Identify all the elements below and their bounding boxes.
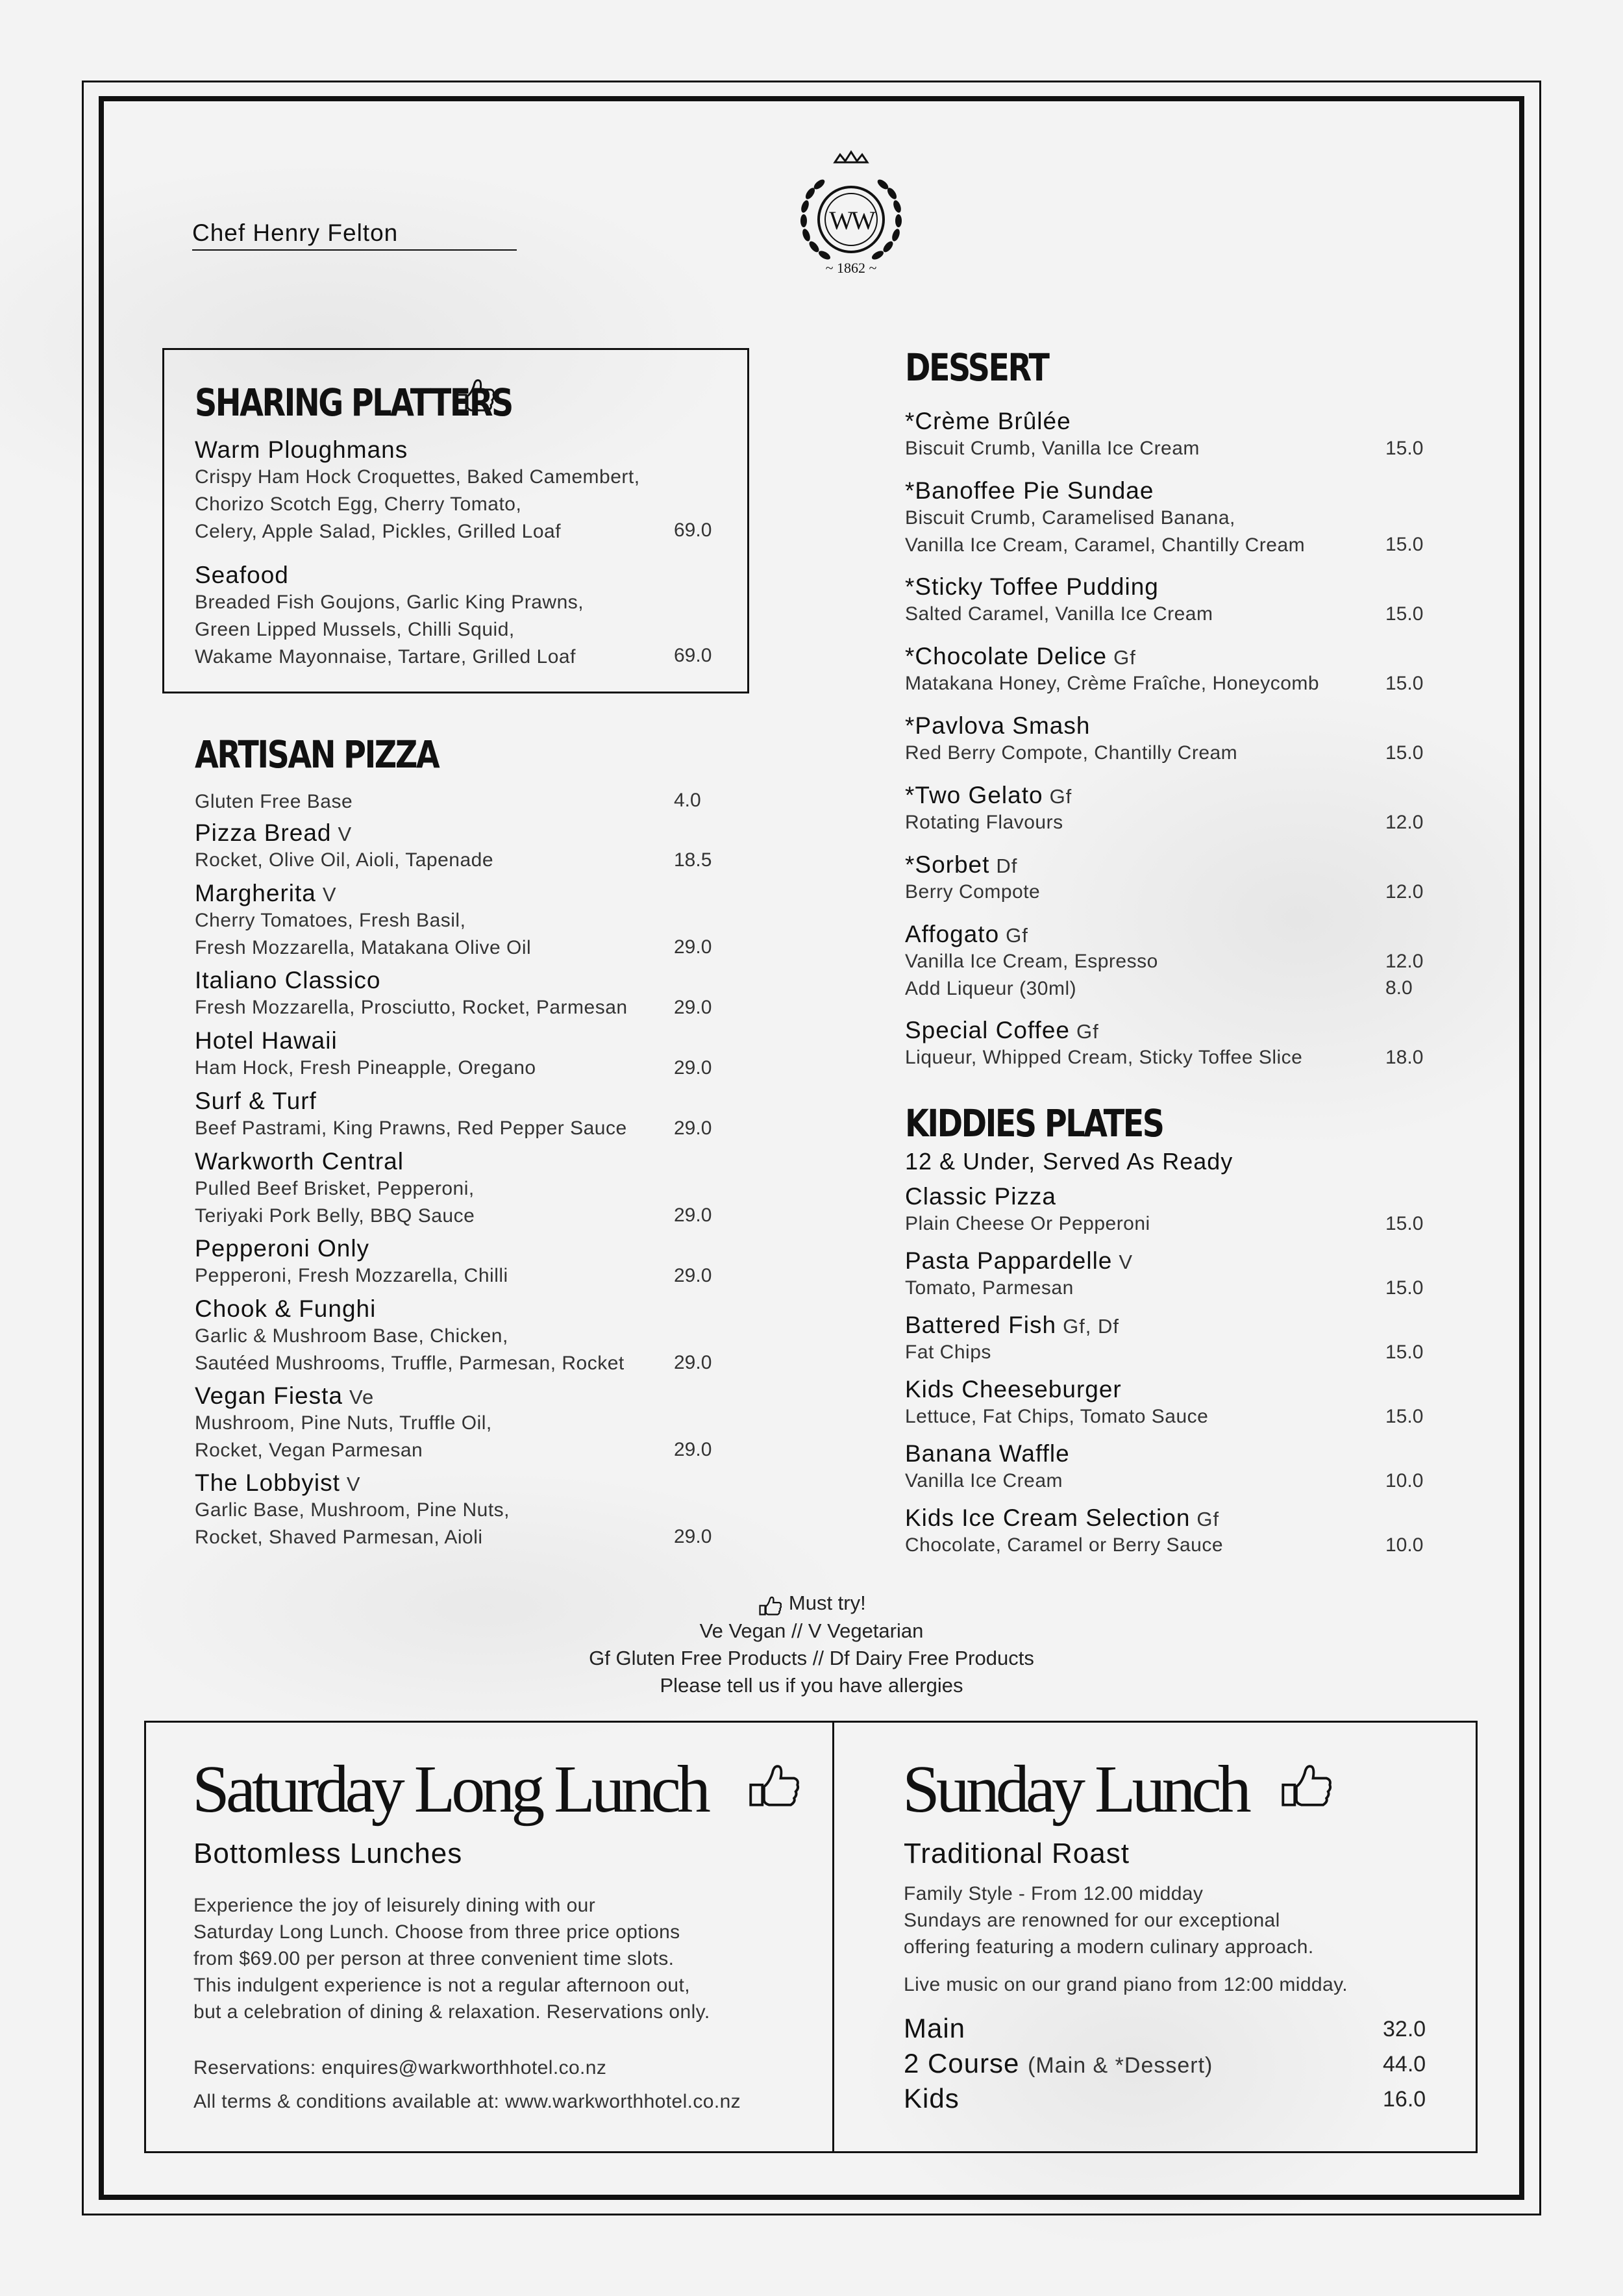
menu-item-name: The Lobbyist bbox=[195, 1469, 340, 1496]
menu-item-price: 15.0 bbox=[1385, 534, 1424, 555]
menu-item-name: Chook & Funghi bbox=[195, 1295, 377, 1322]
menu-item-description: Fresh Mozzarella, Matakana Olive Oil bbox=[195, 937, 532, 958]
thumbs-up-icon bbox=[744, 1753, 802, 1815]
menu-item-description: Biscuit Crumb, Caramelised Banana, bbox=[905, 507, 1235, 529]
dessert-heading: DESSERT bbox=[905, 345, 1048, 390]
menu-item-name-row bbox=[195, 436, 640, 464]
menu-item-name: Surf & Turf bbox=[195, 1088, 317, 1114]
menu-item-name: Pasta Pappardelle bbox=[905, 1247, 1113, 1274]
sunday-para-line: Family Style - From 12.00 midday bbox=[904, 1883, 1204, 1904]
menu-item bbox=[195, 819, 493, 874]
menu-item-name-row bbox=[905, 712, 1237, 740]
allergies-note: Please tell us if you have allergies bbox=[660, 1673, 963, 1697]
menu-item bbox=[195, 562, 584, 671]
sunday-main-price: 32.0 bbox=[1383, 2017, 1426, 2041]
menu-item-description: Pulled Beef Brisket, Pepperoni, bbox=[195, 1178, 475, 1199]
menu-item-name: *Sorbet bbox=[905, 851, 990, 878]
sunday-item-name: Main bbox=[904, 2013, 966, 2043]
menu-item-description: Teriyaki Pork Belly, BBQ Sauce bbox=[195, 1205, 475, 1227]
sunday-kids-price: 16.0 bbox=[1383, 2087, 1426, 2112]
dietary-tag: Gf bbox=[1049, 785, 1072, 808]
menu-item-description: Red Berry Compote, Chantilly Cream bbox=[905, 742, 1238, 764]
dietary-tag: Gf bbox=[1196, 1508, 1220, 1530]
menu-item bbox=[905, 712, 1237, 767]
menu-item-price-addon: 8.0 bbox=[1385, 977, 1413, 999]
menu-item-name-row bbox=[195, 880, 531, 907]
saturday-reservations[interactable]: Reservations: enquires@warkworthhotel.co.nz bbox=[193, 2057, 607, 2078]
menu-item bbox=[905, 921, 1158, 1003]
menu-item bbox=[195, 967, 628, 1021]
menu-item-name: Hotel Hawaii bbox=[195, 1027, 338, 1054]
menu-item-name-row bbox=[195, 1088, 627, 1115]
menu-item-name-row bbox=[195, 1469, 510, 1497]
menu-item-description: Ham Hock, Fresh Pineapple, Oregano bbox=[195, 1057, 536, 1079]
menu-item-name: Special Coffee bbox=[905, 1017, 1070, 1043]
menu-item-name-row bbox=[195, 562, 584, 589]
menu-item-description: Berry Compote bbox=[905, 881, 1041, 903]
menu-item-name-row bbox=[905, 573, 1213, 601]
menu-item bbox=[905, 1247, 1133, 1302]
menu-item-description: Chorizo Scotch Egg, Cherry Tomato, bbox=[195, 493, 522, 515]
menu-item bbox=[905, 782, 1072, 836]
menu-item-name: Margherita bbox=[195, 880, 316, 906]
saturday-title: Saturday Long Lunch bbox=[192, 1752, 707, 1827]
thumbs-up-icon bbox=[452, 370, 497, 416]
saturday-subtitle: Bottomless Lunches bbox=[193, 1838, 463, 1869]
menu-item-description: Biscuit Crumb, Vanilla Ice Cream bbox=[905, 438, 1200, 459]
sunday-two-course bbox=[904, 2048, 1213, 2079]
dietary-tag: V bbox=[1119, 1251, 1134, 1273]
menu-item-description: Celery, Apple Salad, Pickles, Grilled Loaf bbox=[195, 521, 562, 542]
menu-item-name-row bbox=[905, 782, 1072, 809]
menu-item-name-row bbox=[195, 1295, 625, 1323]
menu-item-description: Beef Pastrami, King Prawns, Red Pepper Sauce bbox=[195, 1117, 627, 1139]
kiddies-subtitle: 12 & Under, Served As Ready bbox=[905, 1148, 1233, 1175]
menu-item-description: Liqueur, Whipped Cream, Sticky Toffee Slice bbox=[905, 1047, 1303, 1068]
menu-item-name-row bbox=[905, 921, 1158, 948]
menu-item-name: *Chocolate Delice bbox=[905, 643, 1108, 669]
menu-item-name: Banana Waffle bbox=[905, 1440, 1070, 1467]
menu-item-description: Rotating Flavours bbox=[905, 812, 1063, 833]
menu-item-name: Battered Fish bbox=[905, 1312, 1057, 1338]
menu-item-name-row bbox=[905, 851, 1040, 879]
sharing-platters-heading: SHARING PLATTERS bbox=[195, 381, 512, 425]
menu-item bbox=[905, 1504, 1223, 1559]
menu-item bbox=[905, 408, 1200, 462]
menu-item-price: 10.0 bbox=[1385, 1534, 1424, 1556]
dietary-tag: Gf bbox=[1113, 646, 1136, 669]
saturday-para-line: Saturday Long Lunch. Choose from three price options bbox=[193, 1921, 680, 1943]
menu-item bbox=[905, 1017, 1302, 1071]
menu-item-price: 69.0 bbox=[674, 519, 712, 541]
menu-item-name: Italiano Classico bbox=[195, 967, 381, 993]
menu-item-description: Vanilla Ice Cream, Caramel, Chantilly Cream bbox=[905, 534, 1306, 556]
menu-item-price: 29.0 bbox=[674, 1439, 712, 1460]
menu-item-description: Vanilla Ice Cream, Espresso bbox=[905, 951, 1158, 972]
must-try-text: Must try! bbox=[788, 1591, 866, 1614]
sunday-main bbox=[904, 2013, 965, 2044]
menu-item-description: Rocket, Olive Oil, Aioli, Tapenade bbox=[195, 849, 494, 871]
menu-item-name: *Sticky Toffee Pudding bbox=[905, 573, 1159, 600]
dietary-tag: Ve bbox=[349, 1386, 375, 1408]
menu-item-description: Plain Cheese Or Pepperoni bbox=[905, 1213, 1150, 1234]
menu-item-name: Vegan Fiesta bbox=[195, 1382, 343, 1409]
menu-item bbox=[195, 1088, 627, 1142]
sunday-para-line: Sundays are renowned for our exceptional bbox=[904, 1910, 1280, 1931]
menu-item bbox=[195, 436, 640, 545]
saturday-para-line: This indulgent experience is not a regular afternoon out, bbox=[193, 1975, 690, 1996]
menu-item-name: *Two Gelato bbox=[905, 782, 1043, 808]
menu-item-name: Warm Ploughmans bbox=[195, 436, 408, 463]
menu-item-price: 29.0 bbox=[674, 1117, 712, 1139]
menu-item-name: Kids Cheeseburger bbox=[905, 1376, 1122, 1403]
gluten-legend: Gf Gluten Free Products // Df Dairy Free Products bbox=[589, 1646, 1034, 1669]
menu-item-price: 15.0 bbox=[1385, 1406, 1424, 1427]
menu-item-description: Fat Chips bbox=[905, 1341, 991, 1363]
menu-item bbox=[905, 643, 1319, 697]
menu-item bbox=[195, 1295, 625, 1377]
menu-item-name-row bbox=[905, 1017, 1302, 1044]
menu-item-price: 15.0 bbox=[1385, 1277, 1424, 1299]
menu-item bbox=[195, 1382, 492, 1464]
sunday-two-course-price: 44.0 bbox=[1383, 2052, 1426, 2077]
menu-item-description: Garlic & Mushroom Base, Chicken, bbox=[195, 1325, 508, 1347]
menu-item-price: 29.0 bbox=[674, 1057, 712, 1079]
saturday-para-line: from $69.00 per person at three convenient time slots. bbox=[193, 1948, 675, 1969]
menu-item bbox=[195, 1235, 508, 1290]
menu-item-name-row bbox=[195, 1235, 508, 1262]
must-try-line bbox=[0, 1590, 1623, 1617]
menu-item-name: Seafood bbox=[195, 562, 289, 588]
menu-item-name-row bbox=[195, 1148, 475, 1175]
saturday-para-line: but a celebration of dining & relaxation. Reservations only. bbox=[193, 2001, 710, 2023]
saturday-terms[interactable]: All terms & conditions available at: www.warkworthhotel.co.nz bbox=[193, 2091, 741, 2112]
dietary-tag: V bbox=[322, 883, 337, 906]
menu-item-description: Cherry Tomatoes, Fresh Basil, bbox=[195, 910, 466, 931]
logo-monogram: WW bbox=[829, 206, 873, 235]
menu-item-name-row bbox=[195, 1382, 492, 1410]
menu-item-price: 18.5 bbox=[674, 849, 712, 871]
menu-item-description: Garlic Base, Mushroom, Pine Nuts, bbox=[195, 1499, 510, 1521]
thumbs-up-icon bbox=[757, 1591, 783, 1617]
menu-item-description: Tomato, Parmesan bbox=[905, 1277, 1074, 1299]
menu-item-description: Green Lipped Mussels, Chilli Squid, bbox=[195, 619, 515, 640]
dietary-tag: Df bbox=[996, 855, 1018, 877]
menu-item-name: *Pavlova Smash bbox=[905, 712, 1091, 739]
sunday-item-name: 2 Course bbox=[904, 2048, 1020, 2078]
menu-item-description: Pepperoni, Fresh Mozzarella, Chilli bbox=[195, 1265, 508, 1286]
menu-item-name-row bbox=[905, 1183, 1150, 1210]
menu-item-name-row bbox=[905, 1247, 1133, 1275]
menu-item-name: Warkworth Central bbox=[195, 1148, 404, 1175]
menu-item-price: 15.0 bbox=[1385, 1213, 1424, 1234]
lunch-divider bbox=[832, 1721, 834, 2153]
menu-item-description: Lettuce, Fat Chips, Tomato Sauce bbox=[905, 1406, 1209, 1427]
menu-item-description: Sautéed Mushrooms, Truffle, Parmesan, Rocket bbox=[195, 1353, 625, 1374]
menu-item-description: Vanilla Ice Cream bbox=[905, 1470, 1063, 1491]
dietary-tag: Gf, Df bbox=[1063, 1315, 1120, 1338]
menu-item-name-row bbox=[195, 967, 628, 994]
dietary-tag: V bbox=[346, 1473, 361, 1495]
menu-item bbox=[905, 573, 1213, 628]
chef-name: Chef Henry Felton bbox=[192, 219, 517, 251]
dietary-tag: V bbox=[338, 823, 353, 845]
menu-item-description: Salted Caramel, Vanilla Ice Cream bbox=[905, 603, 1213, 625]
hotel-logo bbox=[770, 148, 932, 284]
menu-item bbox=[905, 1440, 1070, 1495]
menu-item-name-row bbox=[905, 1504, 1223, 1532]
menu-item bbox=[905, 851, 1040, 906]
menu-item-name-row bbox=[905, 408, 1200, 435]
menu-item-description: Mushroom, Pine Nuts, Truffle Oil, bbox=[195, 1412, 492, 1434]
menu-item-price: 29.0 bbox=[674, 1204, 712, 1226]
sunday-description bbox=[904, 1880, 1314, 1960]
menu-item bbox=[905, 1312, 1119, 1366]
menu-item-name-row bbox=[905, 1440, 1070, 1467]
legend-notes bbox=[0, 1590, 1623, 1699]
sunday-para-line: offering featuring a modern culinary approach. bbox=[904, 1936, 1314, 1958]
menu-item-price: 29.0 bbox=[674, 1526, 712, 1547]
gluten-free-base: Gluten Free Base bbox=[195, 791, 353, 812]
menu-item-name: Classic Pizza bbox=[905, 1183, 1056, 1210]
menu-item-name: Affogato bbox=[905, 921, 1000, 947]
menu-item-price: 18.0 bbox=[1385, 1047, 1424, 1068]
menu-item bbox=[195, 1148, 475, 1230]
menu-item-description: Crispy Ham Hock Croquettes, Baked Camembert, bbox=[195, 466, 640, 488]
menu-item-price: 10.0 bbox=[1385, 1470, 1424, 1491]
saturday-para-line: Experience the joy of leisurely dining with our bbox=[193, 1895, 596, 1916]
dietary-tag: Gf bbox=[1076, 1020, 1099, 1043]
menu-item-description: Wakame Mayonnaise, Tartare, Grilled Loaf bbox=[195, 646, 576, 668]
menu-item-description: Rocket, Vegan Parmesan bbox=[195, 1440, 423, 1461]
dietary-tag: Gf bbox=[1006, 924, 1028, 947]
menu-item-price: 29.0 bbox=[674, 1265, 712, 1286]
menu-item-description: Add Liqueur (30ml) bbox=[905, 978, 1077, 999]
menu-item-name: *Banoffee Pie Sundae bbox=[905, 477, 1154, 504]
menu-item-price: 69.0 bbox=[674, 645, 712, 666]
menu-item-price: 15.0 bbox=[1385, 1341, 1424, 1363]
menu-item bbox=[195, 880, 531, 962]
menu-item bbox=[905, 1376, 1208, 1430]
menu-item bbox=[905, 477, 1305, 559]
menu-item-name-row bbox=[905, 643, 1319, 670]
menu-item bbox=[195, 1027, 536, 1082]
menu-item-price: 15.0 bbox=[1385, 438, 1424, 459]
sunday-item-name: Kids bbox=[904, 2083, 960, 2114]
vegan-legend: Ve Vegan // V Vegetarian bbox=[699, 1619, 924, 1642]
menu-item-price: 15.0 bbox=[1385, 742, 1424, 764]
menu-item-description: Breaded Fish Goujons, Garlic King Prawns, bbox=[195, 592, 584, 613]
menu-item-price: 12.0 bbox=[1385, 951, 1424, 972]
gluten-free-base-price: 4.0 bbox=[674, 790, 701, 811]
sunday-title: Sunday Lunch bbox=[902, 1752, 1248, 1827]
menu-item-name-row bbox=[195, 1027, 536, 1054]
menu-item-name-row bbox=[905, 1376, 1208, 1403]
sunday-subtitle: Traditional Roast bbox=[904, 1838, 1130, 1869]
menu-item-price: 15.0 bbox=[1385, 603, 1424, 625]
menu-item-name: *Crème Brûlée bbox=[905, 408, 1071, 434]
menu-item-price: 29.0 bbox=[674, 1352, 712, 1373]
saturday-description bbox=[193, 1892, 710, 2025]
logo-year: ~ 1862 ~ bbox=[825, 260, 877, 276]
menu-item bbox=[905, 1183, 1150, 1238]
thumbs-up-icon bbox=[1276, 1753, 1335, 1815]
menu-item-name-row bbox=[905, 477, 1305, 505]
menu-item-price: 12.0 bbox=[1385, 812, 1424, 833]
menu-item-name: Pepperoni Only bbox=[195, 1235, 370, 1262]
menu-item bbox=[195, 1469, 510, 1551]
artisan-pizza-heading: ARTISAN PIZZA bbox=[195, 732, 439, 777]
sunday-music: Live music on our grand piano from 12:00 midday. bbox=[904, 1974, 1348, 1995]
menu-item-price: 29.0 bbox=[674, 936, 712, 958]
menu-item-price: 29.0 bbox=[674, 997, 712, 1018]
menu-item-description: Rocket, Shaved Parmesan, Aioli bbox=[195, 1527, 483, 1548]
sunday-item-extra: (Main & *Dessert) bbox=[1028, 2053, 1213, 2078]
menu-item-name: Kids Ice Cream Selection bbox=[905, 1504, 1191, 1531]
menu-item-price: 12.0 bbox=[1385, 881, 1424, 903]
kiddies-plates-heading: KIDDIES PLATES bbox=[905, 1101, 1163, 1145]
menu-item-name-row bbox=[195, 819, 493, 847]
menu-item-description: Fresh Mozzarella, Prosciutto, Rocket, Parmesan bbox=[195, 997, 628, 1018]
menu-item-price: 15.0 bbox=[1385, 673, 1424, 694]
menu-item-description: Matakana Honey, Crème Fraîche, Honeycomb bbox=[905, 673, 1320, 694]
menu-item-description: Chocolate, Caramel or Berry Sauce bbox=[905, 1534, 1224, 1556]
menu-item-name-row bbox=[905, 1312, 1119, 1339]
sunday-kids bbox=[904, 2083, 960, 2114]
menu-item-name: Pizza Bread bbox=[195, 819, 332, 846]
